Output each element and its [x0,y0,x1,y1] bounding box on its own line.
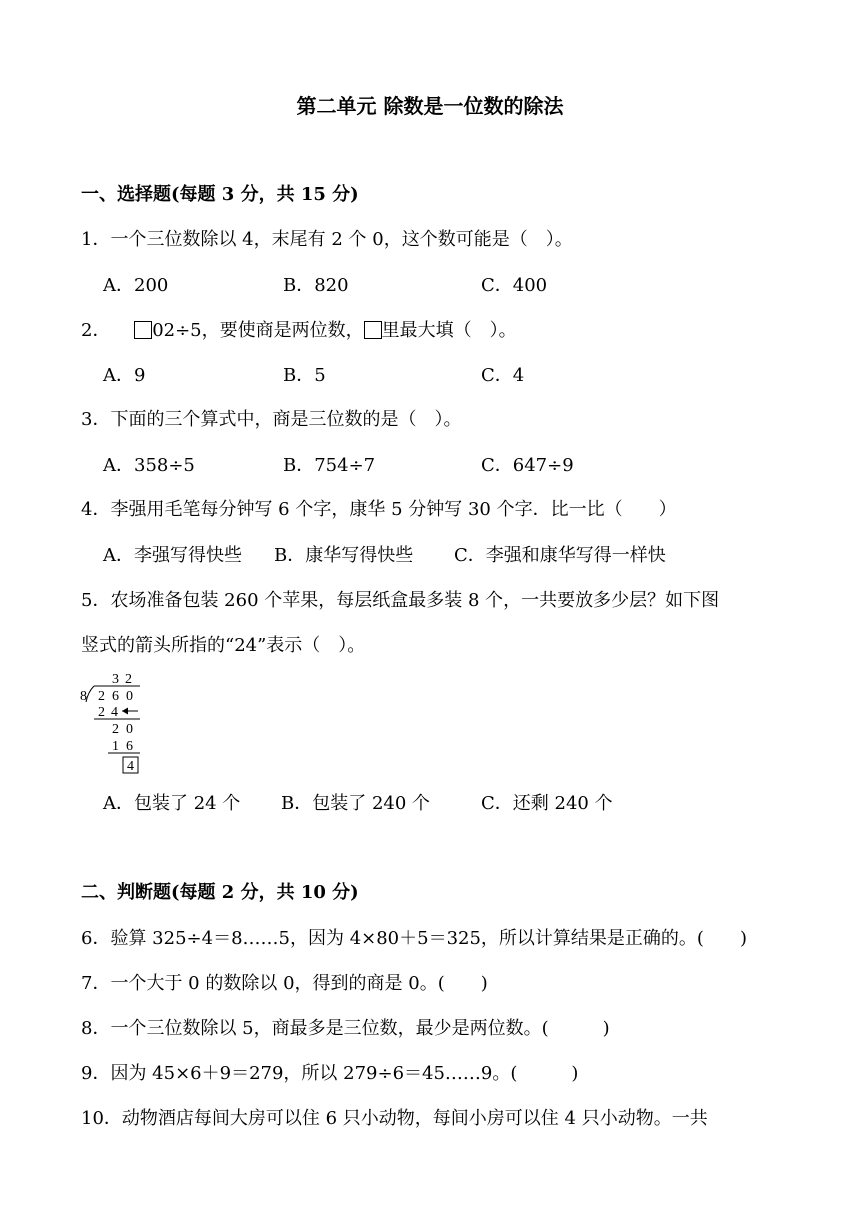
question-9: 9．因为 45×6＋9＝279，所以 279÷6＝45……9。( ) [81,1063,579,1084]
q2-number: 2． [81,320,111,341]
step-digit: 4 [111,705,118,720]
step-digit: 2 [98,705,105,720]
q2-option-c: C．4 [481,365,525,386]
q2-option-b: B．5 [283,365,326,386]
q3-option-a: A．358÷5 [103,455,195,476]
question-10: 10．动物酒店每间大房可以住 6 只小动物，每间小房可以住 4 只小动物。一共 [81,1108,708,1129]
section-heading-choice: 一、选择题(每题 3 分，共 15 分) [81,184,359,205]
q4-option-b: B．康华写得快些 [274,545,414,566]
step-digit: 6 [126,739,133,754]
q2-option-a: A．9 [103,365,146,386]
dividend-digit: 2 [98,689,105,704]
q3-option-b: B．754÷7 [283,455,376,476]
question-5-line1: 5．农场准备包装 260 个苹果，每层纸盒最多装 8 个，一共要放多少层？如下图 [81,590,720,611]
step-digit: 0 [126,722,133,737]
question-1: 1．一个三位数除以 4，末尾有 2 个 0，这个数可能是（ ）。 [81,229,573,250]
q5-option-b: B．包装了 240 个 [281,793,431,814]
step-digit: 1 [112,739,119,754]
question-8: 8．一个三位数除以 5，商最多是三位数，最少是两位数。( ) [81,1018,610,1039]
q2-mid-text: 02÷5，要使商是两位数， [152,320,364,341]
question-7: 7．一个大于 0 的数除以 0，得到的商是 0。( ) [81,973,488,994]
q2-end-text: 里最大填（ ）。 [381,320,517,341]
q1-option-a: A．200 [103,275,169,296]
step-digit: 2 [112,722,119,737]
q1-option-b: B．820 [283,275,349,296]
remainder: 4 [127,759,134,774]
question-3: 3．下面的三个算式中，商是三位数的是（ ）。 [81,409,462,430]
q3-option-c: C．647÷9 [481,455,574,476]
q4-option-c: C．李强和康华写得一样快 [454,545,666,566]
quotient-digit: 2 [125,672,132,687]
question-6: 6．验算 325÷4＝8……5，因为 4×80＋5＝325，所以计算结果是正确的。( ) [81,928,747,949]
section-heading-judge: 二、判断题(每题 2 分，共 10 分) [81,882,359,903]
dividend-digit: 6 [112,689,119,704]
q1-option-c: C．400 [481,275,548,296]
dividend-digit: 0 [126,689,133,704]
long-division-figure [78,670,168,778]
question-4: 4．李强用毛笔每分钟写 6 个字，康华 5 分钟写 30 个字．比一比（ ） [81,499,677,520]
q5-option-c: C．还剩 240 个 [481,793,613,814]
division-bracket [86,686,94,702]
q5-option-a: A．包装了 24 个 [103,793,241,814]
divisor: 8 [80,689,87,704]
question-2 [81,321,517,340]
blank-box [364,321,382,339]
page-title: 第二单元 除数是一位数的除法 [296,94,564,118]
blank-box [134,321,152,339]
arrow-head-icon [122,708,128,715]
quotient-digit: 3 [112,672,119,687]
question-5-line2: 竖式的箭头所指的“24”表示（ ）。 [81,635,366,656]
q4-option-a: A．李强写得快些 [103,545,242,566]
